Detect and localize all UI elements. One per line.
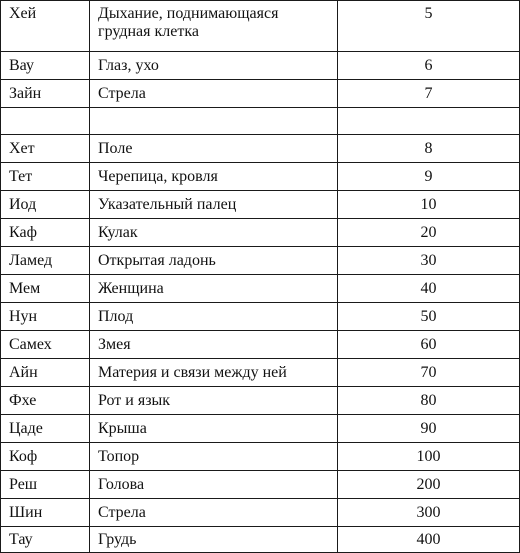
letter-value-cell: 7 — [338, 80, 520, 108]
table-row — [1, 52, 520, 80]
letter-value-cell: 60 — [338, 331, 520, 359]
letter-name-cell: Реш — [1, 471, 90, 499]
letter-value-cell: 30 — [338, 247, 520, 275]
table-row — [1, 331, 520, 359]
letter-meaning-cell: Кулак — [90, 219, 338, 247]
letter-name-cell: Вау — [1, 52, 90, 80]
table-row — [1, 303, 520, 331]
letter-value-cell — [338, 108, 520, 135]
letter-meaning-cell: Крыша — [90, 415, 338, 443]
letter-meaning-cell: Черепица, кровля — [90, 163, 338, 191]
letter-name-cell: Каф — [1, 219, 90, 247]
letter-meaning-cell: Материя и связи между ней — [90, 359, 338, 387]
letter-meaning-cell: Грудь — [90, 527, 338, 553]
letter-meaning-cell: Открытая ладонь — [90, 247, 338, 275]
letter-name-cell: Шин — [1, 499, 90, 527]
letter-name-cell: Фхе — [1, 387, 90, 415]
letter-name-cell: Мем — [1, 275, 90, 303]
letter-meaning-cell: Плод — [90, 303, 338, 331]
table-row — [1, 191, 520, 219]
letter-meaning-cell — [90, 108, 338, 135]
table-row — [1, 163, 520, 191]
letter-value-cell: 70 — [338, 359, 520, 387]
letter-meaning-cell: Женщина — [90, 275, 338, 303]
letter-name-cell: Тау — [1, 527, 90, 553]
letter-name-cell: Айн — [1, 359, 90, 387]
letter-value-cell: 40 — [338, 275, 520, 303]
letter-name-cell: Нун — [1, 303, 90, 331]
letter-name-cell: Хей — [1, 1, 90, 52]
table-row — [1, 415, 520, 443]
letter-value-cell: 90 — [338, 415, 520, 443]
letter-name-cell: Тет — [1, 163, 90, 191]
table-row — [1, 387, 520, 415]
letter-name-cell: Зайн — [1, 80, 90, 108]
letter-value-cell: 8 — [338, 135, 520, 163]
table-row — [1, 80, 520, 108]
letter-name-cell: Коф — [1, 443, 90, 471]
table-row-blank — [1, 108, 520, 135]
letter-meaning-cell: Дыхание, поднимающаяся грудная клетка — [90, 1, 338, 52]
letter-value-cell: 50 — [338, 303, 520, 331]
letter-value-cell: 10 — [338, 191, 520, 219]
letter-meaning-cell: Стрела — [90, 499, 338, 527]
letter-meaning-cell: Стрела — [90, 80, 338, 108]
table-row — [1, 527, 520, 553]
letter-value-cell: 6 — [338, 52, 520, 80]
letter-name-cell: Иод — [1, 191, 90, 219]
table-row — [1, 219, 520, 247]
letter-meaning-cell: Рот и язык — [90, 387, 338, 415]
letter-meaning-cell: Голова — [90, 471, 338, 499]
letter-value-cell: 20 — [338, 219, 520, 247]
letter-name-cell — [1, 108, 90, 135]
table-row — [1, 443, 520, 471]
letter-meaning-cell: Топор — [90, 443, 338, 471]
table-row — [1, 275, 520, 303]
letter-value-cell: 80 — [338, 387, 520, 415]
table-row — [1, 1, 520, 52]
letter-meaning-cell: Змея — [90, 331, 338, 359]
letter-value-cell: 300 — [338, 499, 520, 527]
table-row — [1, 471, 520, 499]
table-row — [1, 247, 520, 275]
table-row — [1, 135, 520, 163]
letter-meaning-cell: Поле — [90, 135, 338, 163]
letter-name-cell: Цаде — [1, 415, 90, 443]
letter-name-cell: Самех — [1, 331, 90, 359]
letter-name-cell: Ламед — [1, 247, 90, 275]
letter-meaning-cell: Указательный палец — [90, 191, 338, 219]
letter-meaning-cell: Глаз, ухо — [90, 52, 338, 80]
letter-value-cell: 400 — [338, 527, 520, 553]
letter-value-cell: 100 — [338, 443, 520, 471]
letter-value-cell: 200 — [338, 471, 520, 499]
table-row — [1, 359, 520, 387]
letter-value-cell: 5 — [338, 1, 520, 52]
letter-value-cell: 9 — [338, 163, 520, 191]
table-row — [1, 499, 520, 527]
letter-name-cell: Хет — [1, 135, 90, 163]
